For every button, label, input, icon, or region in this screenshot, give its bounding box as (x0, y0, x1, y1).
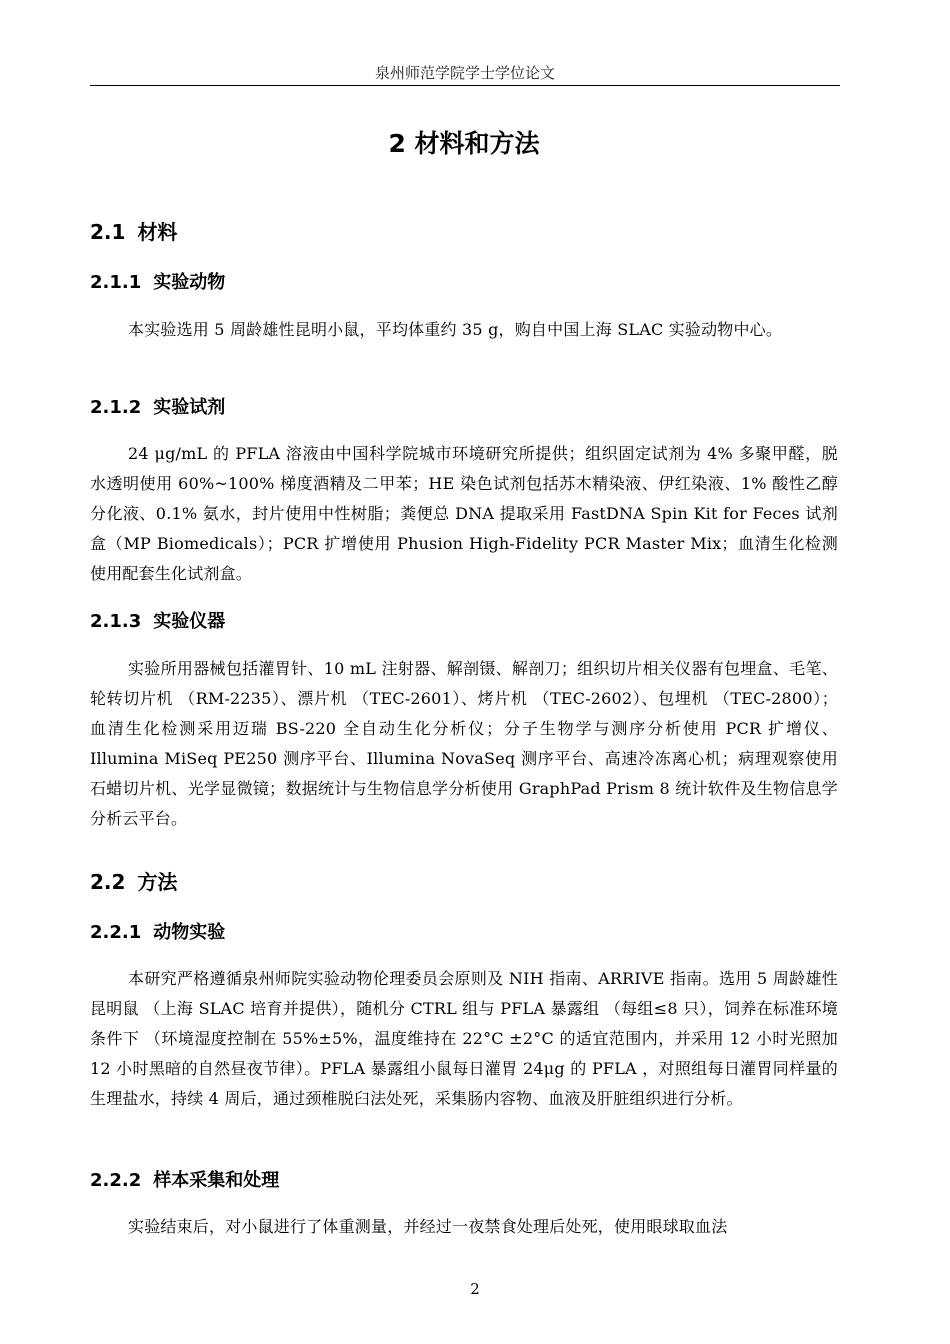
section-number: 2.2.2 (90, 1170, 142, 1191)
section-number: 2.2 (90, 870, 126, 894)
paragraph-sample-collection: 实验结束后，对小鼠进行了体重测量，并经过一夜禁食处理后处死，使用眼球取血法 (128, 1217, 728, 1236)
section-number: 2.1.1 (90, 272, 142, 293)
section-title: 实验仪器 (153, 611, 226, 632)
header-rule (90, 85, 840, 86)
section-number: 2.1.2 (90, 397, 142, 418)
section-title: 方法 (137, 870, 178, 894)
section-heading-2-1 (90, 216, 177, 245)
paragraph-experimental-animals: 本实验选用 5 周龄雄性昆明小鼠，平均体重约 35 g，购自中国上海 SLAC 实验动物中心。 (128, 320, 783, 339)
paragraph-instruments: 实验所用器械包括灌胃针、10 mL 注射器、解剖镊、解剖刀；组织切片相关仪器有包埋盒、毛笔、轮转切片机 （RM-2235）、漂片机 （TEC-2601）、烤片机 （TEC-2602）、包埋机 （TEC-2800）；血清生化检测采用迈瑞 BS-220 全自动生化分析仪；分子生物学与测序分析使用 PCR 扩增仪、Illumina MiSeq PE250 测序平台、Illumina NovaSeq 测序平台、高速冷冻离心机；病理观察使用石蜡切片机、光学显微镜；数据统计与生物信息学分析使用 GraphPad Prism 8 统计软件及生物信息学分析云平台。 (90, 659, 838, 828)
section-title: 动物实验 (153, 922, 226, 943)
section-heading-2-1-2 (90, 393, 225, 419)
paragraph-animal-experiment: 本研究严格遵循泉州师院实验动物伦理委员会原则及 NIH 指南、ARRIVE 指南。选用 5 周龄雄性昆明鼠 （上海 SLAC 培育并提供），随机分 CTRL 组与 PFLA 暴露组 （每组≤8 只），饲养在标准环境条件下 （环境湿度控制在 55%±5%，温度维持在 22°C ±2°C 的适宜范围内，并采用 12 小时光照加 12 小时黑暗的自然昼夜节律）。PFLA 暴露组小鼠每日灌胃 24μg 的 PFLA ，对照组每日灌胃同样量的生理盐水，持续 4 周后，通过颈椎脱臼法处死，采集肠内容物、血液及肝脏组织进行分析。 (90, 969, 838, 1108)
paragraph-reagents: 24 μg/mL 的 PFLA 溶液由中国科学院城市环境研究所提供；组织固定试剂为 4% 多聚甲醛，脱水透明使用 60%~100% 梯度酒精及二甲苯；HE 染色试剂包括苏木精染液、伊红染液、1% 酸性乙醇分化液、0.1% 氨水，封片使用中性树脂；粪便总 DNA 提取采用 FastDNA Spin Kit for Feces 试剂盒（MP Biomedicals）；PCR 扩增使用 Phusion High-Fidelity PCR Master Mix；血清生化检测使用配套生化试剂盒。 (90, 444, 838, 583)
chapter-title: 2 材料和方法 (388, 129, 540, 158)
section-heading-2-2-1 (90, 918, 225, 944)
section-number: 2.1.3 (90, 611, 142, 632)
section-title: 样本采集和处理 (153, 1170, 280, 1191)
running-header: 泉州师范学院学士学位论文 (374, 64, 555, 82)
section-heading-2-1-1 (90, 268, 225, 294)
section-heading-2-2 (90, 866, 177, 895)
section-number: 2.2.1 (90, 922, 142, 943)
section-number: 2.1 (90, 220, 126, 244)
section-title: 材料 (137, 220, 178, 244)
page-number: 2 (470, 1280, 480, 1298)
section-title: 实验试剂 (153, 397, 226, 418)
section-title: 实验动物 (153, 272, 226, 293)
section-heading-2-2-2 (90, 1166, 279, 1192)
section-heading-2-1-3 (90, 607, 225, 633)
